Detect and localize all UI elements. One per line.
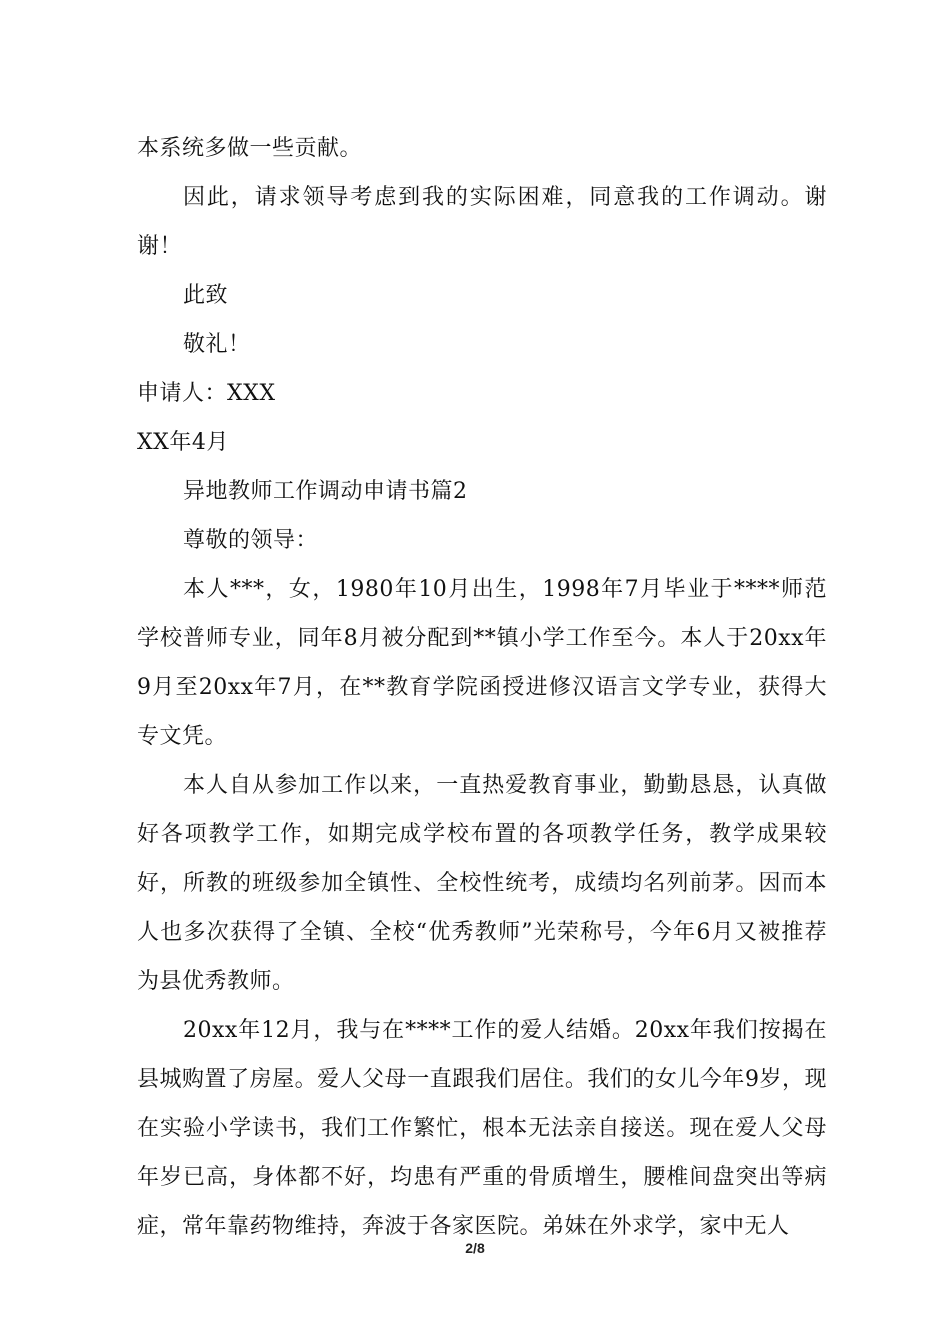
paragraph-9: 本人自从参加工作以来，一直热爱教育事业，勤勤恳恳，认真做好各项教学工作，如期完成学校布置的各项教学任务，教学成果较好，所教的班级参加全镇性、全校性统考，成绩均名列前茅。因而本人也多次获得了全镇、全校“优秀教师”光荣称号，今年6月又被推荐为县优秀教师。	[137, 773, 827, 994]
paragraph-0: 本系统多做一些贡献。	[137, 136, 363, 161]
date-line: XX年4月	[137, 430, 229, 455]
applicant-line: 申请人：XXX	[137, 381, 276, 406]
paragraph-2: 此致	[183, 283, 229, 308]
paragraph-1: 因此，请求领导考虑到我的实际困难，同意我的工作调动。谢谢！	[137, 185, 827, 259]
paragraph-10: 20xx年12月，我与在****工作的爱人结婚。20xx年我们按揭在县城购置了房屋。爱人父母一直跟我们居住。我们的女儿今年9岁，现在实验小学读书，我们工作繁忙，根本无法亲自接送。现在爱人父母年岁已高，身体都不好，均患有严重的骨质增生，腰椎间盘突出等病症，常年靠药物维持，奔波于各家医院。弟妹在外求学，家中无人	[137, 1018, 827, 1239]
document-body	[137, 124, 827, 1251]
page-number: 2/8	[465, 1240, 485, 1256]
section-title: 异地教师工作调动申请书篇2	[183, 479, 468, 504]
salutation: 尊敬的领导：	[183, 528, 319, 553]
paragraph-8: 本人***，女，1980年10月出生，1998年7月毕业于****师范学校普师专业，同年8月被分配到**镇小学工作至今。本人于20xx年9月至20xx年7月，在**教育学院函授进修汉语言文学专业，获得大专文凭。	[137, 577, 827, 749]
paragraph-3: 敬礼！	[183, 332, 251, 357]
